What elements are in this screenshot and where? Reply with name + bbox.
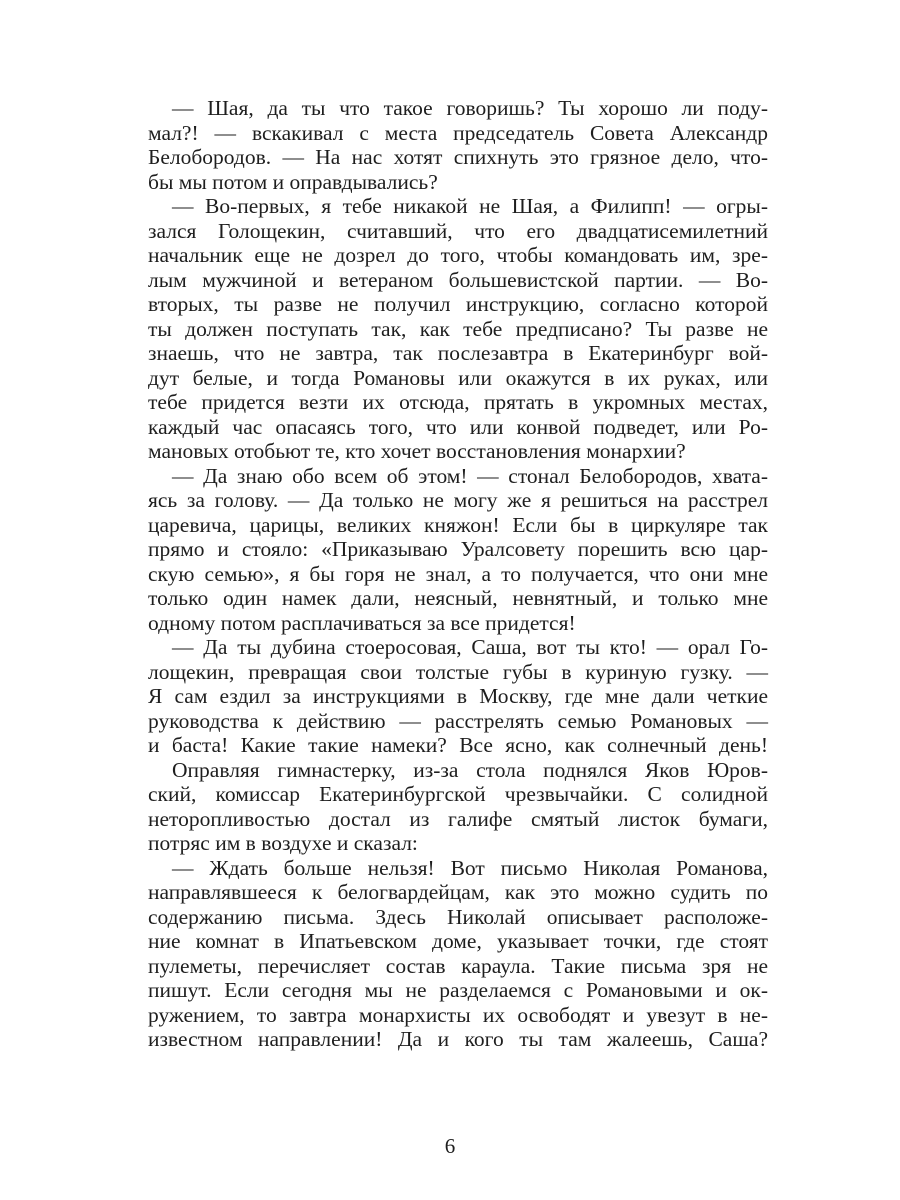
text-line: Белобородов. — На нас хотят спихнуть это грязное дело, что-: [148, 145, 768, 169]
text-line: лым мужчиной и ветераном большевистской партии. — Во-: [148, 267, 768, 292]
text-line: прямо и стояло: «Приказываю Уралсовету порешить всю цар-: [148, 537, 768, 561]
text-line: потряс им в воздухе и сказал:: [148, 831, 418, 855]
text-line: лощекин, превращая свои толстые губы в куриную гузку. —: [148, 659, 768, 684]
page-number: 6: [444, 1134, 456, 1158]
text-line: Я сам ездил за инструкциями в Москву, где мне дали четкие: [148, 684, 768, 708]
text-line: известном направлении! Да и кого ты там жалеешь, Саша?: [148, 1027, 768, 1051]
text-line: — Ждать больше нельзя! Вот письмо Николая Романова,: [172, 855, 768, 880]
text-line: — Шая, да ты что такое говоришь? Ты хорошо ли поду-: [172, 96, 768, 120]
text-line: мановых отобьют те, кто хочет восстановления монархии?: [148, 439, 686, 463]
text-line: ский, комиссар Екатеринбургской чрезвычайки. С солидной: [148, 782, 768, 806]
text-line: ружением, то завтра монархисты их освободят и увезут в не-: [148, 1002, 768, 1027]
text-line: каждый час опасаясь того, что или конвой подведет, или Ро-: [148, 414, 768, 439]
text-line: ние комнат в Ипатьевском доме, указывает точки, где стоят: [148, 929, 768, 953]
text-line: направлявшееся к белогвардейцам, как это можно судить по: [148, 880, 768, 904]
body-text: [148, 96, 768, 1052]
text-line: ясь за голову. — Да только не могу же я решиться на расстрел: [148, 488, 768, 512]
text-line: скую семью», я бы горя не знал, а то получается, что они мне: [148, 561, 768, 586]
text-line: пулеметы, перечисляет состав караула. Такие письма зря не: [148, 953, 768, 978]
text-line: руководства к действию — расстрелять семью Романовых —: [148, 708, 768, 733]
text-line: вторых, ты разве не получил инструкцию, согласно которой: [148, 292, 768, 316]
text-line: неторопливостью достал из галифе смятый листок бумаги,: [148, 806, 768, 831]
text-line: мал?! — вскакивал с места председатель Совета Александр: [148, 120, 768, 145]
text-line: знаешь, что не завтра, так послезавтра в Екатеринбург вой-: [148, 341, 768, 365]
text-line: царевича, царицы, великих княжон! Если бы в циркуляре так: [148, 512, 768, 537]
text-line: и баста! Какие такие намеки? Все ясно, как солнечный день!: [148, 733, 768, 757]
text-line: ты должен поступать так, как тебе предписано? Ты разве не: [148, 316, 768, 341]
text-line: дут белые, и тогда Романовы или окажутся в их руках, или: [148, 365, 768, 390]
text-line: — Да ты дубина стоеросовая, Саша, вот ты кто! — орал Го-: [172, 635, 768, 659]
text-line: только один намек дали, неясный, невнятный, и только мне: [148, 586, 768, 610]
text-line: — Да знаю обо всем об этом! — стонал Белобородов, хвата-: [172, 463, 768, 488]
text-line: — Во-первых, я тебе никакой не Шая, а Филипп! — огры-: [172, 194, 768, 218]
text-line: содержанию письма. Здесь Николай описывает расположе-: [148, 904, 768, 929]
text-line: пишут. Если сегодня мы не разделаемся с Романовыми и ок-: [148, 978, 768, 1002]
text-line: начальник еще не дозрел до того, чтобы командовать им, зре-: [148, 243, 768, 267]
text-line: одному потом расплачиваться за все придется!: [148, 610, 576, 635]
text-line: бы мы потом и оправдывались?: [148, 169, 438, 194]
text-line: Оправляя гимнастерку, из-за стола поднялся Яков Юров-: [172, 757, 768, 782]
text-line: зался Голощекин, считавший, что его двадцатисемилетний: [148, 218, 768, 243]
text-line: тебе придется везти их отсюда, прятать в укромных местах,: [148, 390, 768, 414]
